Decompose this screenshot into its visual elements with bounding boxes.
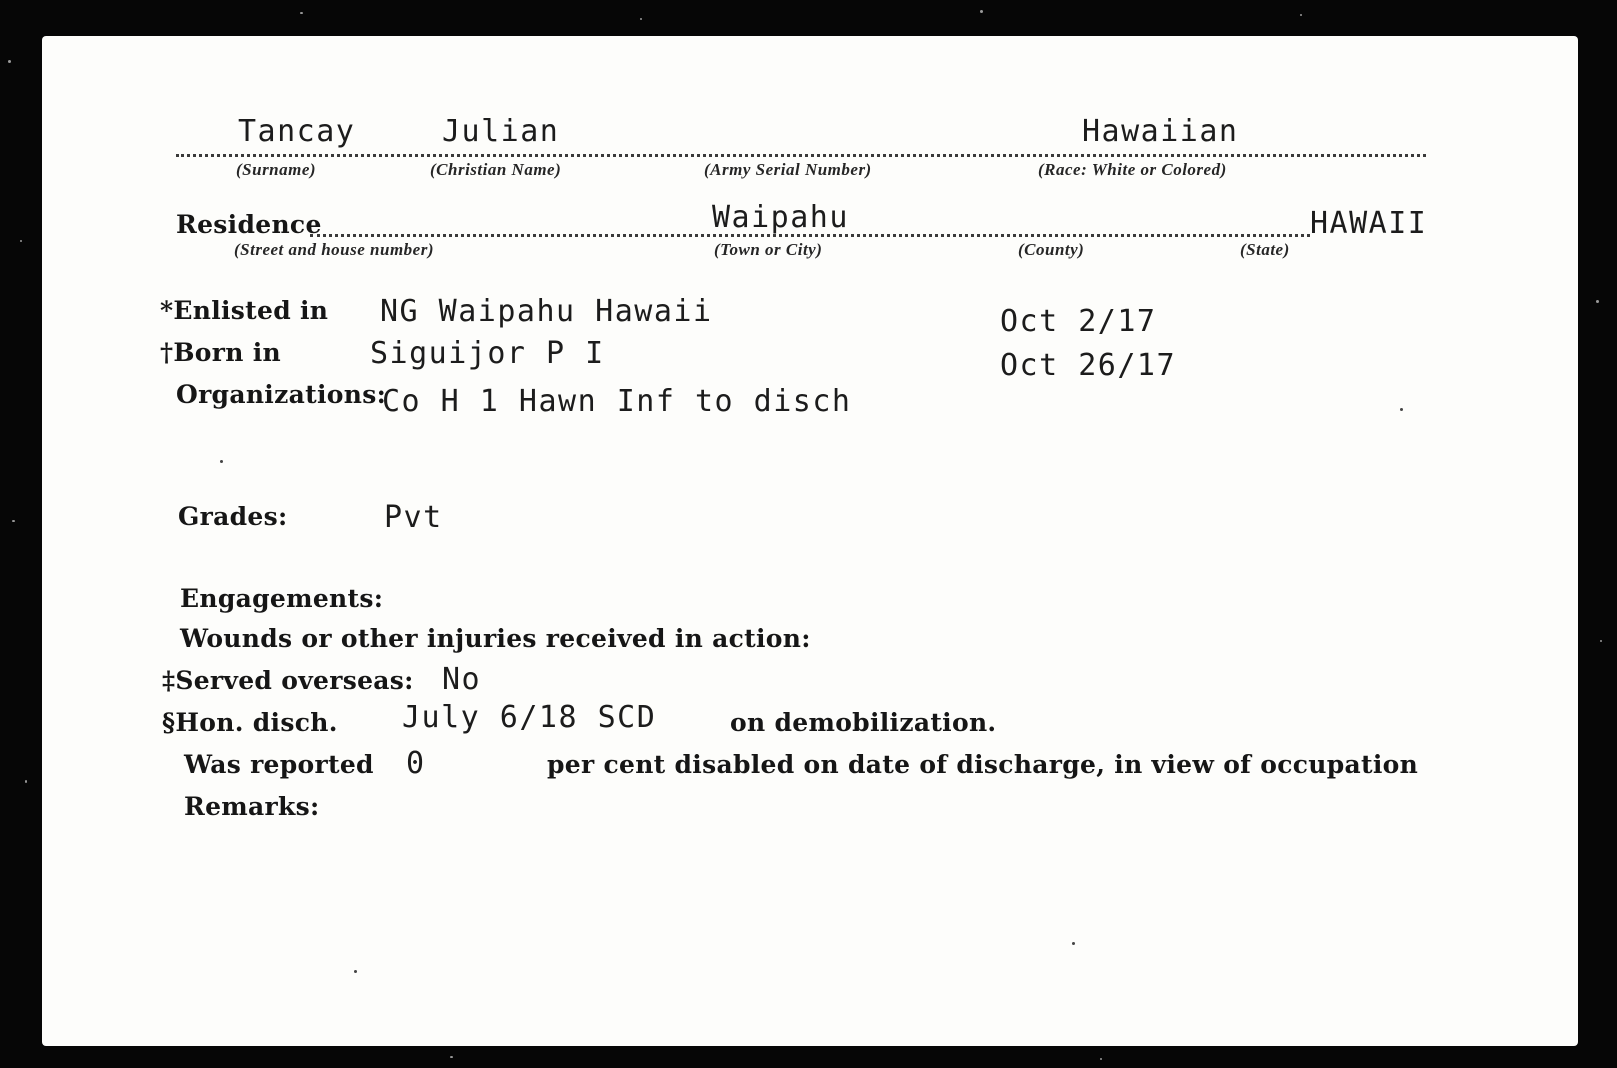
enlisted-date-value: Oct 2/17: [1000, 304, 1157, 339]
organizations-label: Organizations:: [176, 380, 387, 409]
surname-caption: (Surname): [236, 160, 317, 179]
surname-value: Tancay: [238, 114, 356, 149]
organizations-value: Co H 1 Hawn Inf to disch: [382, 384, 852, 419]
disability-label: Was reported: [184, 750, 374, 779]
residence-label: Residence: [176, 210, 322, 239]
card-speck: [1072, 942, 1075, 945]
enlisted-label: *Enlisted in: [160, 296, 329, 325]
served-overseas-label: ‡Served overseas:: [162, 666, 414, 695]
grades-label: Grades:: [178, 502, 288, 531]
card-speck: [354, 970, 357, 973]
scan-noise: [1600, 640, 1602, 642]
discharge-suffix: on demobilization.: [730, 708, 997, 737]
scan-noise: [20, 240, 22, 242]
county-caption: (County): [1018, 240, 1085, 259]
born-label: †Born in: [160, 338, 282, 367]
served-overseas-value: No: [442, 662, 482, 697]
card-speck: [1400, 408, 1403, 411]
discharge-label: §Hon. disch.: [162, 708, 338, 737]
town-caption: (Town or City): [714, 240, 823, 259]
service-record-card: [42, 36, 1578, 1046]
scan-noise: [8, 60, 11, 63]
born-date-value: Oct 26/17: [1000, 348, 1177, 383]
race-caption: (Race: White or Colored): [1038, 160, 1227, 179]
state-value: HAWAII: [1310, 206, 1428, 241]
enlisted-place-value: NG Waipahu Hawaii: [380, 294, 713, 329]
engagements-label: Engagements:: [180, 584, 384, 613]
scan-noise: [12, 520, 15, 522]
christian-name-caption: (Christian Name): [430, 160, 562, 179]
grades-value: Pvt: [384, 500, 443, 535]
born-place-value: Siguijor P I: [370, 336, 605, 371]
scan-noise: [1300, 14, 1302, 16]
scan-noise: [980, 10, 983, 13]
scan-noise: [300, 12, 303, 14]
scan-noise: [450, 1056, 453, 1058]
state-caption: (State): [1240, 240, 1290, 259]
remarks-label: Remarks:: [184, 792, 320, 821]
street-caption: (Street and house number): [234, 240, 434, 259]
card-speck: [220, 460, 223, 463]
army-serial-number-caption: (Army Serial Number): [704, 160, 872, 179]
name-dotted-line: [176, 154, 1426, 157]
town-value: Waipahu: [712, 200, 849, 235]
wounds-label: Wounds or other injuries received in action:: [180, 624, 811, 653]
scan-noise: [640, 18, 642, 20]
scan-noise: [1596, 300, 1599, 303]
discharge-value: July 6/18 SCD: [402, 700, 657, 735]
scan-noise: [25, 780, 27, 783]
race-value: Hawaiian: [1082, 114, 1239, 149]
christian-name-value: Julian: [442, 114, 560, 149]
disability-value: 0: [406, 746, 426, 781]
scan-noise: [1100, 1058, 1102, 1060]
disability-suffix: per cent disabled on date of discharge, in view of occupation: [547, 750, 1419, 779]
